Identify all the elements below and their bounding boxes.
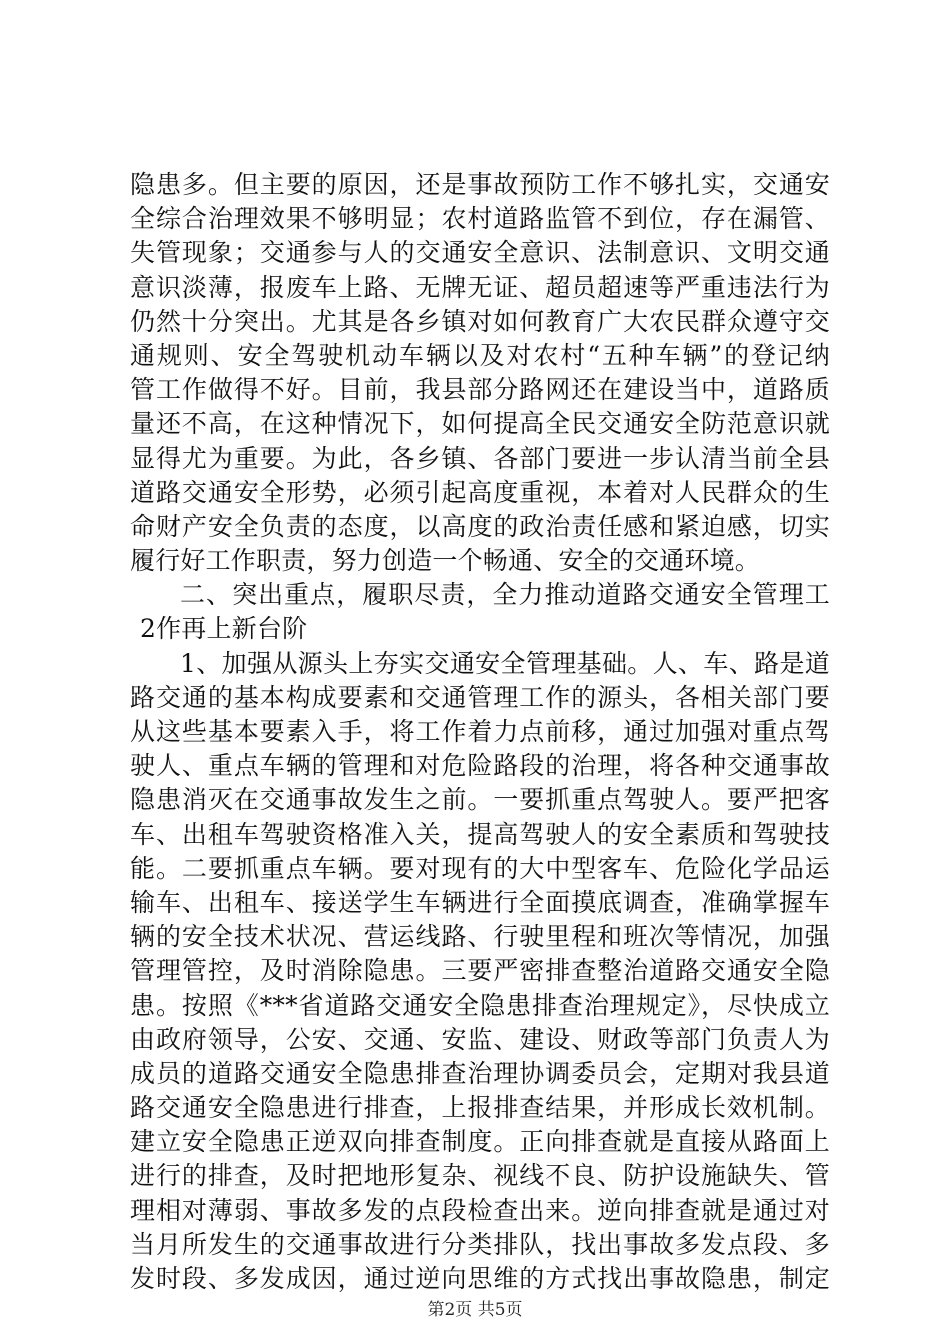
- paragraph-line: 成员的道路交通安全隐患排查治理协调委员会，定期对我县道: [130, 1058, 830, 1088]
- paragraph-line: 车、出租车驾驶资格准入关，提高驾驶人的安全素质和驾驶技: [130, 819, 830, 849]
- paragraph-line: 由政府领导，公安、交通、安监、建设、财政等部门负责人为: [130, 1024, 830, 1054]
- paragraph-line: 隐患多。但主要的原因，还是事故预防工作不够扎实，交通安: [130, 170, 830, 199]
- paragraph-line: 1、加强从源头上夯实交通安全管理基础。人、车、路是道: [180, 648, 830, 678]
- paragraph-line: 发时段、多发成因，通过逆向思维的方式找出事故隐患，制定: [130, 1264, 830, 1293]
- paragraph-line: 量还不高，在这种情况下，如何提高全民交通安全防范意识就: [130, 409, 830, 439]
- paragraph-line: 患。按照《***省道路交通安全隐患排查治理规定》，尽快成立: [130, 990, 830, 1020]
- paragraph-line: 管理管控，及时消除隐患。三要严密排查整治道路交通安全隐: [130, 956, 830, 986]
- paragraph-line: 驶人、重点车辆的管理和对危险路段的治理，将各种交通事故: [130, 751, 830, 781]
- paragraph-line: 进行的排查，及时把地形复杂、视线不良、防护设施缺失、管: [130, 1161, 830, 1191]
- paragraph-line: 道路交通安全形势，必须引起高度重视，本着对人民群众的生: [130, 477, 830, 507]
- section-heading-continuation: 2作再上新台阶: [140, 614, 308, 644]
- paragraph-line: 能。二要抓重点车辆。要对现有的大中型客车、危险化学品运: [130, 853, 830, 883]
- paragraph-line: 辆的安全技术状况、营运线路、行驶里程和班次等情况，加强: [130, 922, 830, 952]
- paragraph-line: 管工作做得不好。目前，我县部分路网还在建设当中，道路质: [130, 375, 830, 405]
- paragraph-line: 当月所发生的交通事故进行分类排队，找出事故多发点段、多: [130, 1229, 830, 1259]
- section-heading: 二、突出重点，履职尽责，全力推动道路交通安全管理工: [180, 580, 830, 610]
- paragraph-line: 路交通的基本构成要素和交通管理工作的源头，各相关部门要: [130, 682, 830, 712]
- paragraph-line: 理相对薄弱、事故多发的点段检查出来。逆向排查就是通过对: [130, 1195, 830, 1225]
- paragraph-line: 意识淡薄，报废车上路、无牌无证、超员超速等严重违法行为: [130, 272, 830, 302]
- paragraph-line: 履行好工作职责，努力创造一个畅通、安全的交通环境。: [130, 546, 761, 576]
- paragraph-line: 隐患消灭在交通事故发生之前。一要抓重点驾驶人。要严把客: [130, 785, 830, 815]
- page-number-footer: 第2页 共5页: [427, 1300, 523, 1320]
- paragraph-line: 建立安全隐患正逆双向排查制度。正向排查就是直接从路面上: [130, 1127, 830, 1157]
- body-text: [130, 168, 830, 1296]
- paragraph-line: 失管现象；交通参与人的交通安全意识、法制意识、文明交通: [130, 238, 830, 268]
- paragraph-line: 从这些基本要素入手，将工作着力点前移，通过加强对重点驾: [130, 717, 830, 746]
- paragraph-line: 命财产安全负责的态度，以高度的政治责任感和紧迫感，切实: [130, 511, 830, 541]
- paragraph-line: 路交通安全隐患进行排查，上报排查结果，并形成长效机制。: [130, 1093, 830, 1123]
- paragraph-line: 仍然十分突出。尤其是各乡镇对如何教育广大农民群众遵守交: [130, 306, 830, 336]
- paragraph-line: 通规则、安全驾驶机动车辆以及对农村“五种车辆”的登记纳: [130, 340, 830, 370]
- paragraph-line: 显得尤为重要。为此，各乡镇、各部门要进一步认清当前全县: [130, 443, 830, 473]
- paragraph-line: 输车、出租车、接送学生车辆进行全面摸底调查，准确掌握车: [130, 887, 830, 917]
- paragraph-line: 全综合治理效果不够明显；农村道路监管不到位，存在漏管、: [130, 204, 830, 234]
